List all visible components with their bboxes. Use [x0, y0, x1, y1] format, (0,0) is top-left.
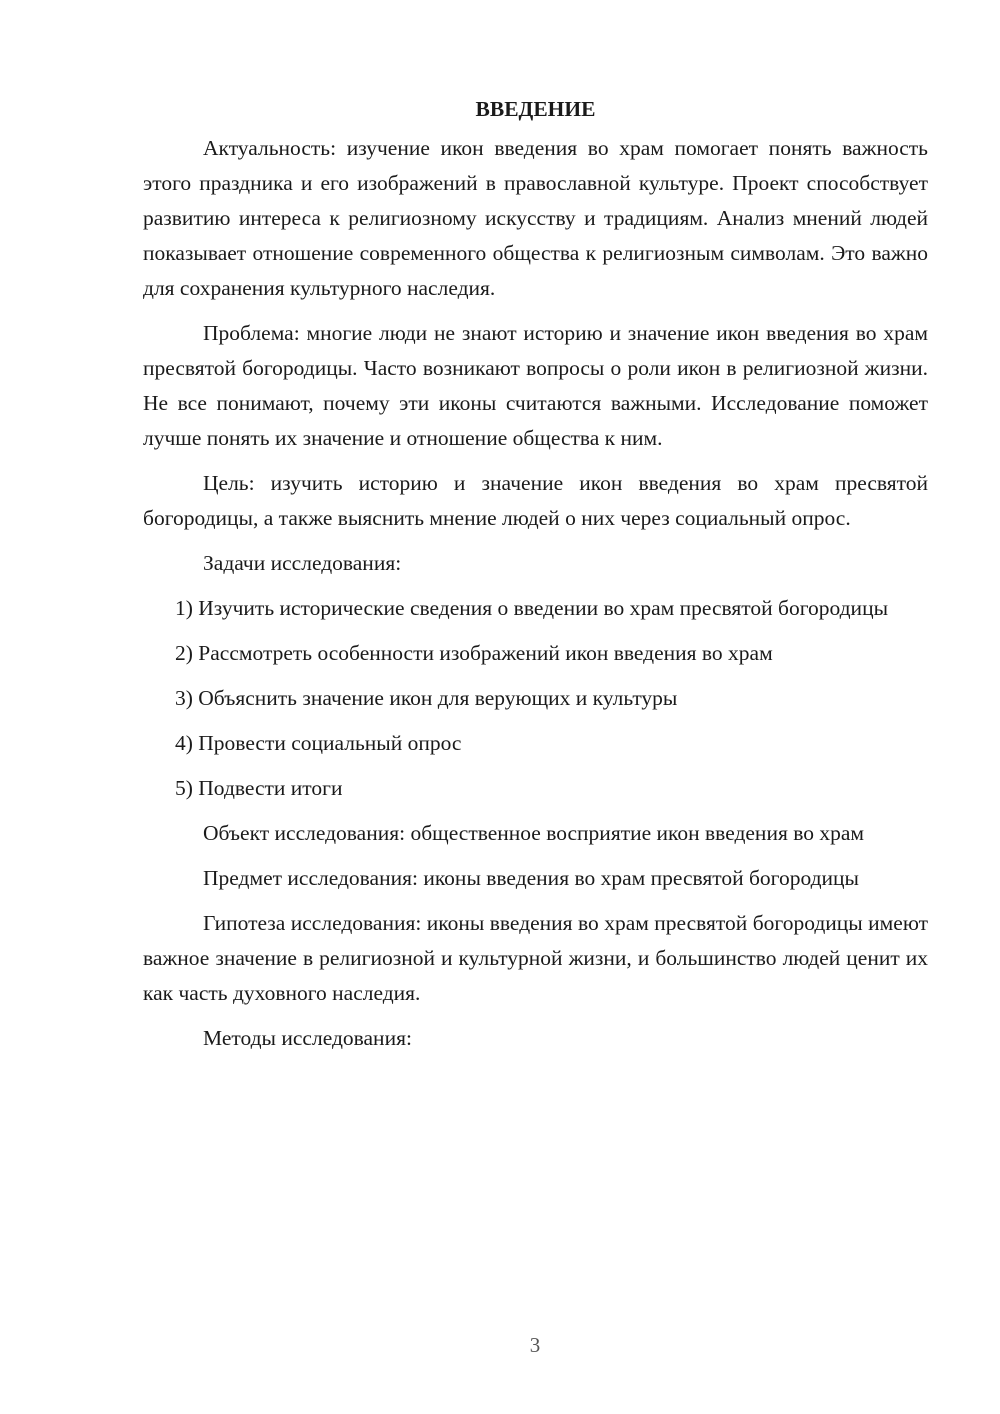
problem-paragraph: Проблема: многие люди не знают историю и значение икон введения во храм пресвятой богородицы. Часто возникают вопросы о роли икон в религиозной жизни. Не все понимают, почему эти иконы считаются важными. Исследование поможет лучше понять их значение и отношение общества к ним.	[143, 321, 928, 450]
task-item: 5) Подвести итоги	[175, 776, 343, 800]
task-item: 2) Рассмотреть особенности изображений икон введения во храм	[175, 641, 773, 665]
methods-heading: Методы исследования:	[203, 1026, 412, 1050]
relevance-paragraph: Актуальность: изучение икон введения во храм помогает понять важность этого праздника и его изображений в православной культуре. Проект способствует развитию интереса к религиозному искусству и традициям. Анализ мнений людей показывает отношение современного общества к религиозным символам. Это важно для сохранения культурного наследия.	[143, 136, 928, 300]
object-paragraph: Объект исследования: общественное восприятие икон введения во храм	[203, 821, 864, 845]
section-title: ВВЕДЕНИЕ	[475, 97, 596, 121]
task-item: 3) Объяснить значение икон для верующих и культуры	[175, 686, 678, 710]
hypothesis-paragraph: Гипотеза исследования: иконы введения во храм пресвятой богородицы имеют важное значение в религиозной и культурной жизни, и большинство людей ценит их как часть духовного наследия.	[143, 911, 928, 1005]
task-item: 1) Изучить исторические сведения о введении во храм пресвятой богородицы	[175, 596, 889, 620]
subject-paragraph: Предмет исследования: иконы введения во храм пресвятой богородицы	[203, 866, 859, 890]
task-item: 4) Провести социальный опрос	[175, 731, 462, 755]
tasks-heading: Задачи исследования:	[203, 551, 402, 575]
document-page	[143, 92, 928, 1066]
goal-paragraph: Цель: изучить историю и значение икон введения во храм пресвятой богородицы, а также выяснить мнение людей о них через социальный опрос.	[143, 471, 928, 530]
page-number: 3	[529, 1333, 541, 1357]
